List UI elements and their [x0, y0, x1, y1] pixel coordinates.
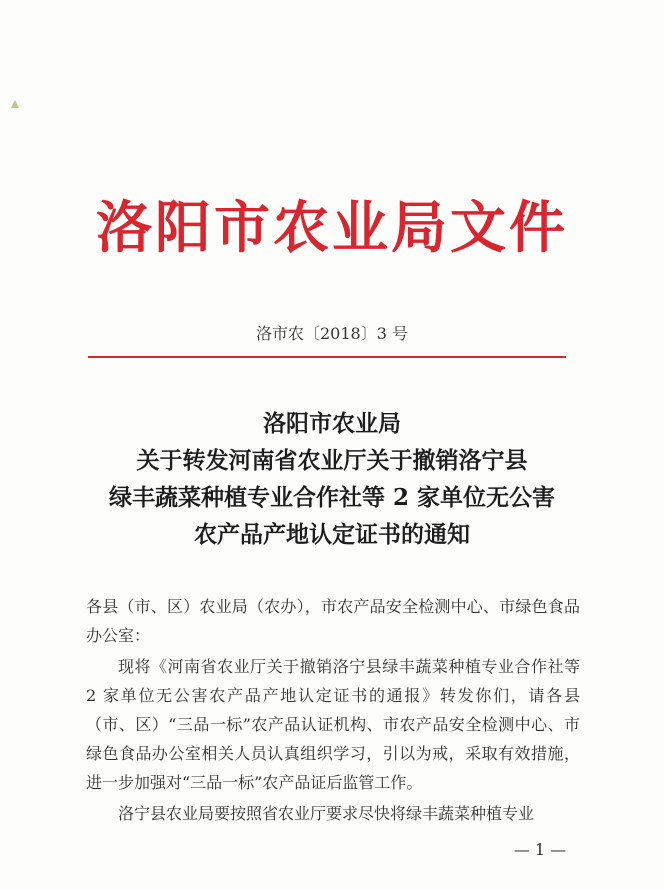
title-line: 关于转发河南省农业厅关于撤销洛宁县	[136, 447, 528, 474]
title-line: 洛阳市农业局	[263, 410, 401, 437]
page-number: — 1 —	[513, 840, 567, 859]
scan-speck	[11, 100, 19, 108]
addressee: 各县（市、区）农业局（农办），市农产品安全检测中心、市绿色食品办公室：	[86, 597, 580, 645]
red-divider-line	[88, 356, 566, 358]
notice-title	[0, 405, 664, 553]
document-body	[86, 592, 580, 828]
title-line: 农产品产地认定证书的通知	[194, 521, 470, 548]
document-header-title: 洛阳市农业局文件	[96, 195, 568, 261]
title-line: 绿丰蔬菜种植专业合作社等 2 家单位无公害	[108, 484, 556, 511]
body-paragraph: 洛宁县农业局要按照省农业厅要求尽快将绿丰蔬菜种植专业	[118, 804, 535, 823]
body-paragraph: 现将《河南省农业厅关于撤销洛宁县绿丰蔬菜种植专业合作社等 2 家单位无公害农产品产地认定证书的通报》转发你们，请各县（市、区）“三品一标”农产品认证机构、市农产品安全检测中心、市绿色食品办公室相关人员认真组织学习，引以为戒，采取有效措施，进一步加强对“三品一标”农产品证后监管工作。	[86, 657, 580, 792]
document-number: 洛市农〔2018〕3 号	[256, 324, 408, 343]
